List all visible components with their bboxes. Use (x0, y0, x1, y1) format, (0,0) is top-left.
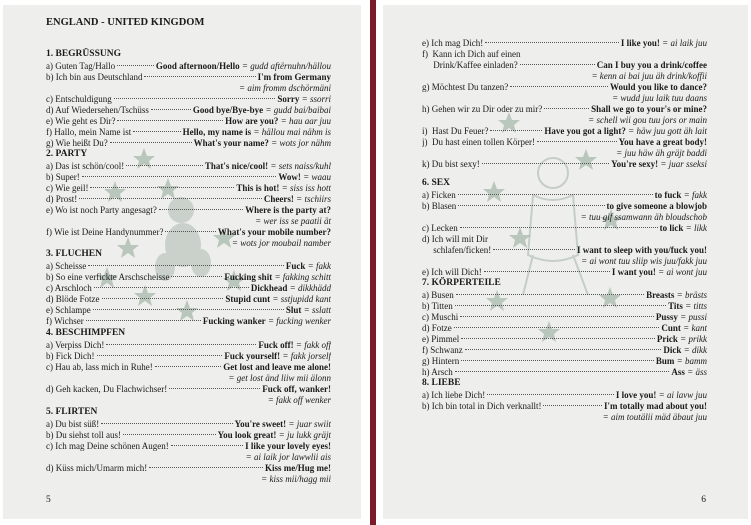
phrase-german: g) Wie heißt Du? (46, 138, 108, 148)
phrase-german: a) Du bist süß! (46, 419, 100, 429)
phrase-english: You're sexy! (611, 159, 659, 169)
phrase-pronunciation: = wudd juu laik tuu daans (612, 93, 707, 103)
phrase-row (46, 116, 331, 127)
phrase-pronunciation: = schell wii gou tuu jors or main (588, 115, 707, 125)
dot-leader (110, 142, 192, 143)
phrase-german: e) Wie geht es Dir? (46, 116, 116, 126)
dot-leader (461, 360, 654, 361)
phrase-row (46, 261, 331, 272)
phrase-row (46, 205, 331, 216)
phrase-english: What's your mobile number? (217, 227, 331, 237)
phrase-german: d) Fotze (422, 323, 452, 333)
dot-leader (144, 76, 255, 77)
dot-leader (171, 445, 243, 446)
phrase-row (46, 419, 331, 430)
phrase-pronunciation: = fakk (305, 261, 331, 271)
dot-leader (117, 120, 223, 121)
phrase-german: a) Ficken (422, 190, 456, 200)
phrase-german: f) Wie ist Deine Handynummer? (46, 227, 164, 237)
dot-leader (460, 227, 658, 228)
phrase-german: g) Hintern (422, 356, 460, 366)
phrase-german: a) Verpiss Dich! (46, 340, 105, 350)
dot-leader (458, 194, 653, 195)
phrase-german: a) Das ist schön/cool! (46, 161, 125, 171)
phrase-english: Ass (671, 367, 685, 377)
phrase-german: k) Du bist sexy! (422, 159, 480, 169)
phrase-row (46, 127, 331, 138)
phrase-pronunciation: = kenn ai bai juu äh drink/koffii (591, 71, 707, 81)
phrase-german: c) Entschuldigung (46, 94, 112, 104)
phrase-english: Cheers! (263, 194, 294, 204)
phrase-german: b) Ich bin aus Deutschland (46, 72, 143, 82)
dot-leader (537, 141, 617, 142)
phrase-row (46, 72, 331, 83)
phrase-pronunciation: = likk (683, 223, 707, 233)
phrase-row (46, 362, 331, 373)
dot-leader (155, 366, 222, 367)
phrase-english: Pussy (655, 312, 678, 322)
phrase-english: I'm from Germany (257, 72, 331, 82)
section-title: 8. LIEBE (422, 378, 461, 388)
phrase-pronunciation: = hau aar juu (278, 116, 331, 126)
dot-leader (88, 265, 284, 266)
phrase-pronunciation: = fakking schitt (272, 272, 331, 282)
dot-leader (90, 187, 234, 188)
phrase-row (422, 201, 707, 212)
phrase-row (422, 401, 707, 412)
phrase-german: c) Wie geil! (46, 183, 89, 193)
phrase-german: d) Blöde Fotze (46, 294, 100, 304)
dot-leader (510, 86, 608, 87)
phrase-english: Fuck off! (258, 340, 294, 350)
phrase-german: e) Pimmel (422, 334, 460, 344)
phrase-pronunciation: = gudd bai/baibai (263, 105, 331, 115)
phrase-english: to fuck (654, 190, 682, 200)
phrase-pronunciation: = gudd aftërnuhn/hällou (239, 61, 331, 71)
dot-leader (490, 130, 542, 131)
phrase-english: Dick (663, 345, 682, 355)
phrase-row (46, 340, 331, 351)
phrase-pronunciation: = siss iss hott (279, 183, 331, 193)
phrase-pronunciation: = häw juu gott äh lait (625, 126, 707, 136)
phrase-row (46, 61, 331, 72)
phrase-english: Sorry (277, 94, 300, 104)
phrase-german: f) Schwanz (422, 345, 463, 355)
phrase-english: Bum (655, 356, 675, 366)
phrase-german: a) Busen (422, 290, 454, 300)
phrase-english: Where is the party at? (245, 205, 331, 215)
phrase-german: schlafen/ficken! (422, 245, 492, 255)
phrase-row (46, 463, 331, 474)
phrase-german: e) Wo ist noch Party angesagt? (46, 205, 157, 215)
dot-leader (114, 98, 276, 99)
phrase-row (46, 430, 331, 441)
dot-leader (493, 249, 575, 250)
phrase-german: d) Ich will mit Dir (422, 234, 488, 244)
phrase-english: You have a great body! (618, 137, 707, 147)
page-title: ENGLAND - UNITED KINGDOM (46, 17, 205, 28)
phrase-german: f) Wichser (46, 316, 84, 326)
dot-leader (485, 42, 619, 43)
phrase-row (422, 126, 707, 137)
phrase-row (422, 312, 707, 323)
phrase-row (46, 294, 331, 305)
phrase-pronunciation: = bamm (674, 356, 707, 366)
phrase-german: h) Arsch (422, 367, 453, 377)
phrase-row (422, 60, 707, 71)
phrase-english: Have you got a light? (544, 126, 626, 136)
dot-leader (102, 298, 224, 299)
dot-leader (484, 271, 610, 272)
phrase-pronunciation: = tuu gif ssamwann äh bloudschob (580, 212, 707, 222)
phrase-english: Hello, my name is (182, 127, 252, 137)
phrase-german: c) Arschloch (46, 283, 92, 293)
phrase-row (46, 172, 331, 183)
phrase-pronunciation: = ai wont juu (655, 267, 707, 277)
phrase-english: I'm totally mad about you! (603, 401, 707, 411)
phrase-row (422, 190, 707, 201)
phrase-english: Fuck off, wanker! (262, 384, 331, 394)
phrase-german: a) Ich liebe Dich! (422, 390, 486, 400)
phrase-pronunciation: = juar sseksi (658, 159, 707, 169)
phrase-pronunciation: = waau (300, 172, 331, 182)
phrase-row (422, 345, 707, 356)
dot-leader (151, 109, 191, 110)
dot-leader (133, 131, 180, 132)
dot-leader (169, 388, 260, 389)
phrase-english: Fuck (285, 261, 306, 271)
phrase-pronunciation: = titts (682, 301, 707, 311)
left-page (3, 5, 361, 519)
phrase-pronunciation: = kant (680, 323, 707, 333)
phrase-row (422, 390, 707, 401)
phrase-row (422, 104, 707, 115)
dot-leader (165, 231, 215, 232)
phrase-english: I want to sleep with you/fuck you! (576, 245, 707, 255)
section-title: 2. PARTY (46, 149, 88, 159)
phrase-english: Shall we go to your's or mine? (591, 104, 707, 114)
phrase-english: Fuck yourself! (224, 351, 281, 361)
phrase-german: b) Du siehst toll aus! (46, 430, 121, 440)
phrase-english: That's nice/cool! (204, 161, 269, 171)
phrase-german: j) Du hast einen tollen Körper! (422, 137, 535, 147)
phrase-pronunciation: = fakk off (293, 340, 331, 350)
dot-leader (126, 165, 203, 166)
phrase-pronunciation: = sslatt (301, 305, 331, 315)
phrase-pronunciation: = prikk (677, 334, 707, 344)
dot-leader (86, 320, 201, 321)
phrase-row (46, 105, 331, 116)
section-title: 4. BESCHIMPFEN (46, 328, 126, 338)
phrase-english: Good bye/Bye-bye (192, 105, 264, 115)
phrase-row (46, 384, 331, 395)
phrase-pronunciation: = juu häw äh gräjt baddi (616, 148, 707, 158)
dot-leader (101, 423, 232, 424)
phrase-row (46, 316, 331, 327)
phrase-german: a) Guten Tag/Hallo (46, 61, 116, 71)
phrase-row (46, 227, 331, 238)
phrase-english: Can I buy you a drink/coffee (596, 60, 707, 70)
phrase-english: Fucking shit (224, 272, 273, 282)
dot-leader (465, 349, 662, 350)
phrase-row (422, 267, 707, 278)
phrase-row (422, 290, 707, 301)
section-title: 6. SEX (422, 178, 450, 188)
phrase-german: d) Küss mich/Umarm mich! (46, 463, 148, 473)
phrase-english: Would you like to dance? (609, 82, 707, 92)
section-title: 1. BEGRÜSSUNG (46, 49, 121, 59)
phrase-pronunciation: = ai laik jor lawwlii ais (245, 452, 331, 462)
phrase-row (46, 161, 331, 172)
phrase-pronunciation: = sets naiss/kuhl (268, 161, 331, 171)
phrase-pronunciation: = get lost änd liiw mii älonn (228, 373, 331, 383)
phrase-english: to lick (659, 223, 684, 233)
dot-leader (93, 309, 284, 310)
phrase-german: e) Ich will Dich! (422, 267, 482, 277)
phrase-row (422, 301, 707, 312)
phrase-row (46, 283, 331, 294)
phrase-english: This is hot! (236, 183, 280, 193)
dot-leader (149, 467, 263, 468)
phrase-pronunciation: = aim fromm dschörmäni (239, 83, 331, 93)
phrase-pronunciation: = aim toutälii mäd äbaut juu (602, 412, 707, 422)
dot-leader (82, 176, 277, 177)
phrase-pronunciation: = fakk jorself (280, 351, 331, 361)
phrase-pronunciation: = ai lavw juu (656, 390, 707, 400)
phrase-english: Wow! (278, 172, 301, 182)
phrase-german: b) So eine verfickte Arschscheisse (46, 272, 170, 282)
phrase-pronunciation: = hällou mai nähm is (251, 127, 331, 137)
dot-leader (455, 371, 670, 372)
phrase-english: Stupid cunt (225, 294, 271, 304)
phrase-english: Tits (668, 301, 683, 311)
phrase-row (422, 367, 707, 378)
dot-leader (117, 65, 154, 66)
phrase-german: i) Hast Du Feuer? (422, 126, 489, 136)
dot-leader (543, 405, 602, 406)
phrase-english: I want you! (611, 267, 656, 277)
phrase-german: e) Schlampe (46, 305, 91, 315)
phrase-row (422, 137, 707, 148)
phrase-english: Fucking wanker (202, 316, 266, 326)
phrase-row (422, 38, 707, 49)
phrase-pronunciation: = dikkhädd (287, 283, 331, 293)
phrase-row (422, 234, 707, 245)
phrase-row (46, 351, 331, 362)
dot-leader (458, 205, 604, 206)
dot-leader (482, 163, 609, 164)
phrase-german: c) Ich mag Deine schönen Augen! (46, 441, 169, 451)
phrase-pronunciation: = wots jor nähm (268, 138, 331, 148)
phrase-row (46, 441, 331, 452)
book-spine (370, 0, 376, 525)
phrase-english: Breasts (646, 290, 675, 300)
dot-leader (461, 338, 655, 339)
dot-leader (455, 305, 666, 306)
phrase-row (422, 334, 707, 345)
phrase-german: d) Auf Wiedersehen/Tschüss (46, 105, 149, 115)
phrase-pronunciation: = tschiirs (293, 194, 331, 204)
phrase-pronunciation: = ai wont tuu sliip wis juu/fakk juu (581, 256, 707, 266)
phrase-pronunciation: = pussi (677, 312, 707, 322)
phrase-pronunciation: = ssorri (299, 94, 331, 104)
phrase-pronunciation: = äss (684, 367, 707, 377)
phrase-english: Get lost and leave me alone! (223, 362, 331, 372)
phrase-row (46, 183, 331, 194)
phrase-row (422, 49, 707, 60)
phrase-german: f) Kann ich Dich auf einen (422, 49, 521, 59)
phrase-german: c) Muschi (422, 312, 459, 322)
dot-leader (544, 108, 589, 109)
phrase-german: f) Hallo, mein Name ist (46, 127, 132, 137)
phrase-english: Cunt (661, 323, 681, 333)
phrase-row (422, 82, 707, 93)
phrase-pronunciation: = fakk (681, 190, 707, 200)
phrase-pronunciation: = fucking wenker (265, 316, 331, 326)
phrase-pronunciation: = sstjupidd kant (270, 294, 331, 304)
dot-leader (460, 316, 654, 317)
phrase-german: Drink/Kaffee einladen? (422, 60, 518, 70)
phrase-english: I like you! (620, 38, 660, 48)
phrase-german: d) Geh kacken, Du Flachwichser! (46, 384, 168, 394)
phrase-row (46, 138, 331, 149)
phrase-german: b) Ich bin total in Dich verknallt! (422, 401, 542, 411)
phrase-pronunciation: = brästs (674, 290, 707, 300)
phrase-row (422, 323, 707, 334)
phrase-row (46, 305, 331, 316)
phrase-row (46, 94, 331, 105)
phrase-german: h) Gehen wir zu Dir oder zu mir? (422, 104, 543, 114)
phrase-english: Prick (656, 334, 678, 344)
phrase-pronunciation: = ju lukk gräjt (276, 430, 331, 440)
phrase-row (422, 223, 707, 234)
phrase-row (422, 356, 707, 367)
dot-leader (106, 344, 256, 345)
section-title: 3. FLUCHEN (46, 249, 102, 259)
phrase-row (46, 272, 331, 283)
phrase-pronunciation: = dikk (681, 345, 707, 355)
phrase-english: Slut (285, 305, 302, 315)
dot-leader (97, 355, 223, 356)
phrase-pronunciation: = kiss mii/hagg mii (261, 474, 331, 484)
phrase-english: You look great! (217, 430, 277, 440)
phrase-german: c) Lecken (422, 223, 458, 233)
phrase-english: How are you? (225, 116, 279, 126)
dot-leader (94, 287, 249, 288)
phrase-german: c) Hau ab, lass mich in Ruhe! (46, 362, 153, 372)
phrase-pronunciation: = wer iss se paatii ät (255, 216, 331, 226)
dot-leader (456, 294, 644, 295)
phrase-pronunciation: = wots jor moubail namber (231, 238, 331, 248)
dot-leader (487, 394, 614, 395)
phrase-german: e) Ich mag Dich! (422, 38, 484, 48)
dot-leader (79, 198, 262, 199)
phrase-english: I love you! (615, 390, 657, 400)
dot-leader (454, 327, 660, 328)
phrase-german: g) Möchtest Du tanzen? (422, 82, 509, 92)
phrase-pronunciation: = ai laik juu (659, 38, 707, 48)
dot-leader (123, 434, 216, 435)
phrase-english: You're sweet! (234, 419, 287, 429)
phrase-english: Dickhead (250, 283, 288, 293)
page-number: 5 (46, 495, 51, 505)
phrase-english: to give someone a blowjob (606, 201, 707, 211)
dot-leader (520, 64, 595, 65)
phrase-english: Good afternoon/Hello (155, 61, 240, 71)
phrase-german: b) Fick Dich! (46, 351, 95, 361)
phrase-english: I like your lovely eyes! (245, 441, 331, 451)
phrase-pronunciation: = juar swiit (286, 419, 331, 429)
phrase-german: b) Titten (422, 301, 453, 311)
phrase-row (46, 194, 331, 205)
page-number: 6 (701, 495, 706, 505)
section-title: 7. KÖRPERTEILE (422, 278, 501, 288)
dot-leader (159, 209, 243, 210)
phrase-english: What's your name? (193, 138, 269, 148)
phrase-row (422, 245, 707, 256)
phrase-row (422, 159, 707, 170)
right-page (383, 5, 748, 519)
phrase-german: d) Prost! (46, 194, 78, 204)
phrase-german: b) Super! (46, 172, 80, 182)
phrase-german: b) Blasen (422, 201, 457, 211)
section-title: 5. FLIRTEN (46, 407, 98, 417)
phrase-english: Kiss me/Hug me! (265, 463, 331, 473)
phrase-pronunciation: = fakk off wenker (267, 395, 331, 405)
phrase-german: a) Scheisse (46, 261, 87, 271)
dot-leader (171, 276, 222, 277)
